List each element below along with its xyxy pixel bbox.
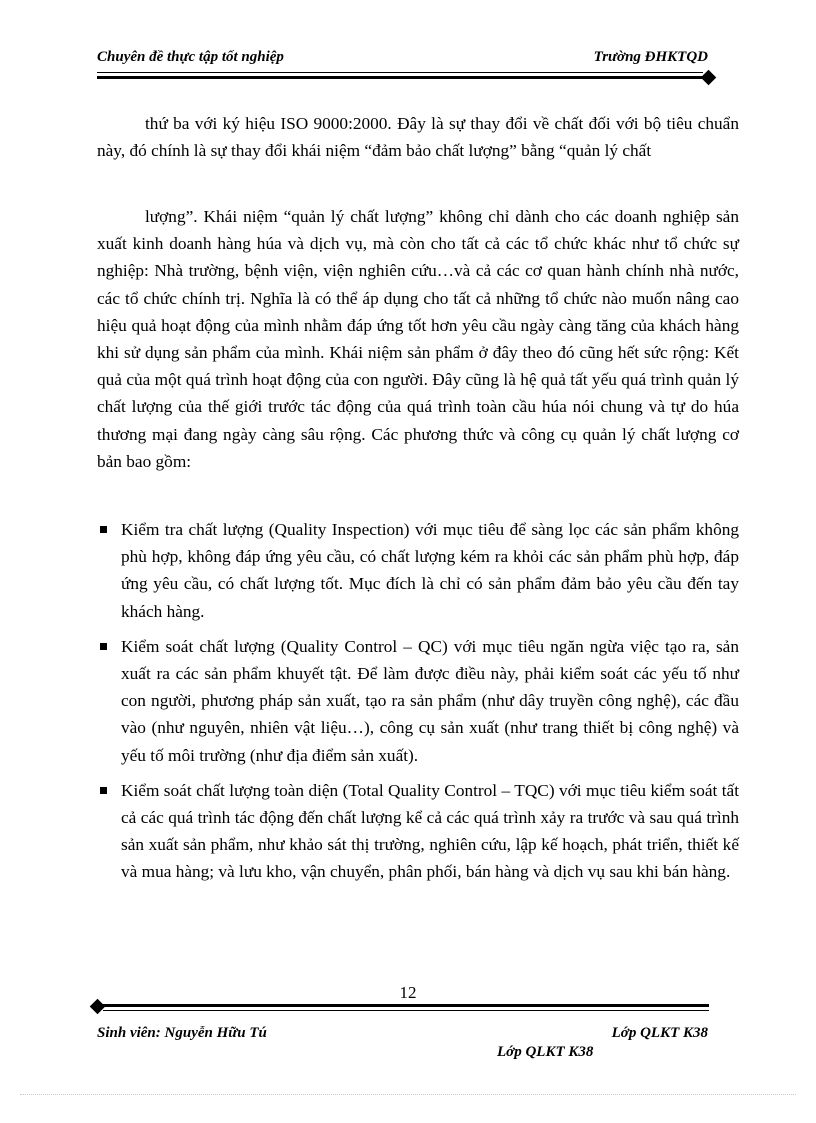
footer-student-name: Sinh viên: Nguyễn Hữu Tú xyxy=(97,1025,267,1041)
footer-class-label-duplicate: Lớp QLKT K38 xyxy=(497,1044,594,1060)
list-item-text: Kiểm tra chất lượng (Quality Inspection) với mục tiêu để sàng lọc các sản phẩm không phù hợp, không đáp ứng yêu cầu, có chất lượng kém ra khỏi các sản phẩm phù hợp, đáp ứng yêu cầu, có chất lượng tốt. Mục đích là chỉ có sản phẩm đảm bảo yêu cầu đến tay khách hàng. xyxy=(121,520,739,621)
header-diamond-icon xyxy=(701,70,717,86)
page-number: 12 xyxy=(399,983,417,1002)
square-bullet-icon xyxy=(100,526,107,533)
square-bullet-icon xyxy=(100,787,107,794)
list-item-text: Kiểm soát chất lượng toàn diện (Total Quality Control – TQC) với mục tiêu kiểm soát tất cả các quá trình tác động đến chất lượng kể cả các quá trình xảy ra trước và sau quá trình sản xuất sản phẩm, như khảo sát thị trường, nghiên cứu, lập kế hoạch, phát triển, thiết kế và mua hàng; và lưu kho, vận chuyển, phân phối, bán hàng và dịch vụ sau khi bán hàng. xyxy=(121,780,739,882)
square-bullet-icon xyxy=(100,643,107,650)
header-rule-thick xyxy=(97,76,703,79)
header-title-right: Trường ĐHKTQD xyxy=(593,49,708,65)
paragraph-1: thứ ba với ký hiệu ISO 9000:2000. Đây là sự thay đổi về chất đối với bộ tiêu chuẩn này, đó chính là sự thay đổi khái niệm “đảm bảo chất lượng” bằng “quản lý chất xyxy=(97,114,739,161)
list-item xyxy=(97,777,739,886)
page-bottom-dotted-border xyxy=(20,1094,796,1095)
paragraph-2: lượng”. Khái niệm “quản lý chất lượng” không chỉ dành cho các doanh nghiệp sản xuất kinh doanh hàng húa và dịch vụ, mà còn cho tất cả các tổ chức khác như tổ chức sự nghiệp: Nhà trường, bệnh viện, viện nghiên cứu…và cả các cơ quan hành chính nhà nước, các tổ chức chính trị. Nghĩa là có thể áp dụng cho tất cả những tổ chức nào muốn nâng cao hiệu quả hoạt động của mình nhằm đáp ứng tốt hơn yêu cầu ngày càng tăng của khách hàng khi sử dụng sản phẩm của mình. Khái niệm sản phẩm ở đây theo đó cũng hết sức rộng: Kết quả của một quá trình hoạt động của con người. Đây cũng là hệ quả tất yếu quá trình quản lý chất lượng của thế giới trước tác động của quá trình toàn cầu húa nói chung và tự do húa thương mại đang ngày càng sâu rộng. Các phương thức và công cụ quản lý chất lượng cơ bản bao gồm: xyxy=(97,207,739,471)
list-item-text: Kiểm soát chất lượng (Quality Control – QC) với mục tiêu ngăn ngừa việc tạo ra, sản xuất ra các sản phẩm khuyết tật. Để làm được điều này, phải kiểm soát các yếu tố như con người, phương pháp sản xuất, tạo ra sản phẩm (như dây truyền công nghệ), các đầu vào (như nguyên, nhiên vật liệu…), công cụ sản xuất (như trang thiết bị công nghệ) và yếu tố môi trường (như địa điểm sản xuất). xyxy=(121,636,739,765)
footer-rule-thick xyxy=(103,1004,709,1007)
footer-class-label: Lớp QLKT K38 xyxy=(611,1025,708,1041)
list-item xyxy=(97,633,739,769)
list-item xyxy=(97,516,739,625)
header-title-left: Chuyên đề thực tập tốt nghiệp xyxy=(97,49,284,65)
header-rule-thin xyxy=(97,72,703,73)
footer-rule-thin xyxy=(103,1010,709,1011)
methods-list xyxy=(97,516,739,894)
